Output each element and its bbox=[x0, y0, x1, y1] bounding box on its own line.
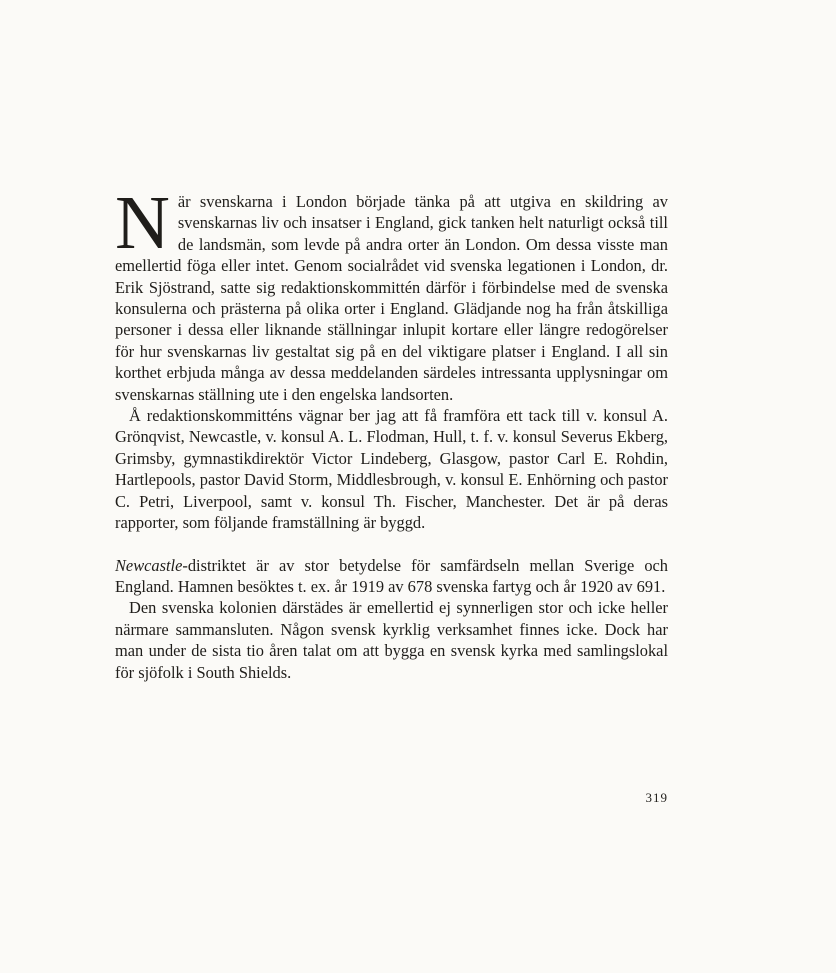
intro-text: är svenskarna i London började tänka på att utgiva en skildring av svenskarnas liv och insatser i England, gick tanken helt naturligt också till de landsmän, som levde på andra orter än London. Om dessa visste man emellertid föga eller intet. Genom socialrådet vid svenska legationen i London, dr. Erik Sjöstrand, satte sig redaktionskommittén därför i förbindelse med de svenska konsulerna och prästerna på olika orter i England. Glädjande nog ha från åtskilliga personer i dessa eller liknande ställningar inlupit kortare eller längre redogörelser för hur svenskarnas liv gestaltat sig på en del viktigare platser i England. I all sin korthet erbjuda många av dessa meddelanden särdeles intressanta upplysningar om svenskarnas ställning ute i den engelska landsorten. bbox=[115, 192, 668, 404]
newcastle-place-name: Newcastle bbox=[115, 555, 183, 575]
newcastle-text: -distriktet är av stor betydelse för samfärdseln mellan Sverige och England. Hamnen besöktes t. ex. år 1919 av 678 svenska fartyg och år 1920 av 691. bbox=[115, 555, 668, 596]
body-text bbox=[115, 181, 668, 683]
drop-cap-initial: N bbox=[115, 181, 170, 265]
thanks-paragraph: Å redaktionskommitténs vägnar ber jag att få framföra ett tack till v. konsul A. Grönqvist, Newcastle, v. konsul A. L. Flodman, Hull, t. f. v. konsul Severus Ekberg, Grimsby, gymnastikdirektör Victor Lindeberg, Glasgow, pastor Carl E. Rohdin, Hartlepools, pastor David Storm, Middlesbrough, v. konsul E. Enhörning och pastor C. Petri, Liverpool, samt v. konsul Th. Fischer, Manchester. Det är på deras rapporter, som följande framställning är byggd. bbox=[115, 406, 668, 533]
newcastle-paragraph bbox=[115, 555, 668, 598]
colony-paragraph: Den svenska kolonien därstädes är emellertid ej synnerligen stor och icke heller närmare sammansluten. Någon svensk kyrklig verksamhet finnes icke. Dock har man under de sista tio åren talat om att bygga en svensk kyrka med samlingslokal för sjöfolk i South Shields. bbox=[115, 598, 668, 682]
intro-paragraph bbox=[115, 181, 668, 405]
page-number: 319 bbox=[645, 790, 668, 805]
section-spacer bbox=[115, 534, 668, 555]
